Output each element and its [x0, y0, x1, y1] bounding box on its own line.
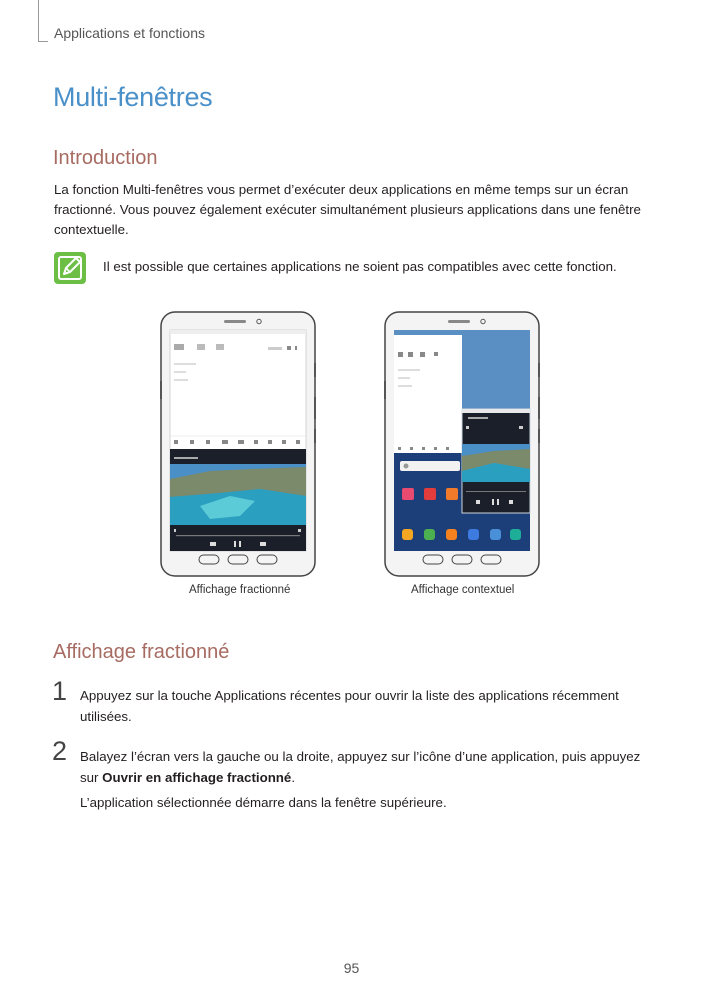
running-header: Applications et fonctions [54, 25, 205, 41]
menu-option-label: Ouvrir en affichage fractionné [102, 770, 292, 785]
step-result-text: L’application sélectionnée démarre dans la fenêtre supérieure. [80, 795, 447, 810]
page-title: Multi-fenêtres [53, 82, 213, 112]
note-pen-icon [54, 252, 86, 284]
page-number: 95 [343, 960, 360, 976]
step-text-2: Balayez l’écran vers la gauche ou la droite, appuyez sur l’icône d’une application, puis appuyez sur Ouvrir en affichage fractionné. [80, 749, 641, 785]
tablet-popup-view-illustration [384, 311, 540, 577]
section-heading-split-view: Affichage fractionné [53, 641, 230, 663]
intro-paragraph: La fonction Multi-fenêtres vous permet d’exécuter deux applications en même temps sur un écran fractionné. Vous pouvez également exécuter simultanément plusieurs applications dans une fenêtre contextuelle. [54, 182, 641, 237]
step-text-1: Appuyez sur la touche Applications récentes pour ouvrir la liste des applications récemment utilisées. [80, 688, 619, 724]
page-corner-mark-horizontal [38, 41, 48, 42]
section-heading-introduction: Introduction [53, 147, 158, 169]
step-number-2: 2 [52, 736, 68, 766]
step-number-1: 1 [52, 676, 68, 706]
tablet-split-view-illustration [160, 311, 316, 577]
figure-caption-popup-view: Affichage contextuel [411, 584, 515, 596]
note-text: Il est possible que certaines applications ne soient pas compatibles avec cette fonction. [103, 259, 617, 274]
page-corner-mark [38, 0, 39, 42]
figure-caption-split-view: Affichage fractionné [189, 584, 291, 596]
